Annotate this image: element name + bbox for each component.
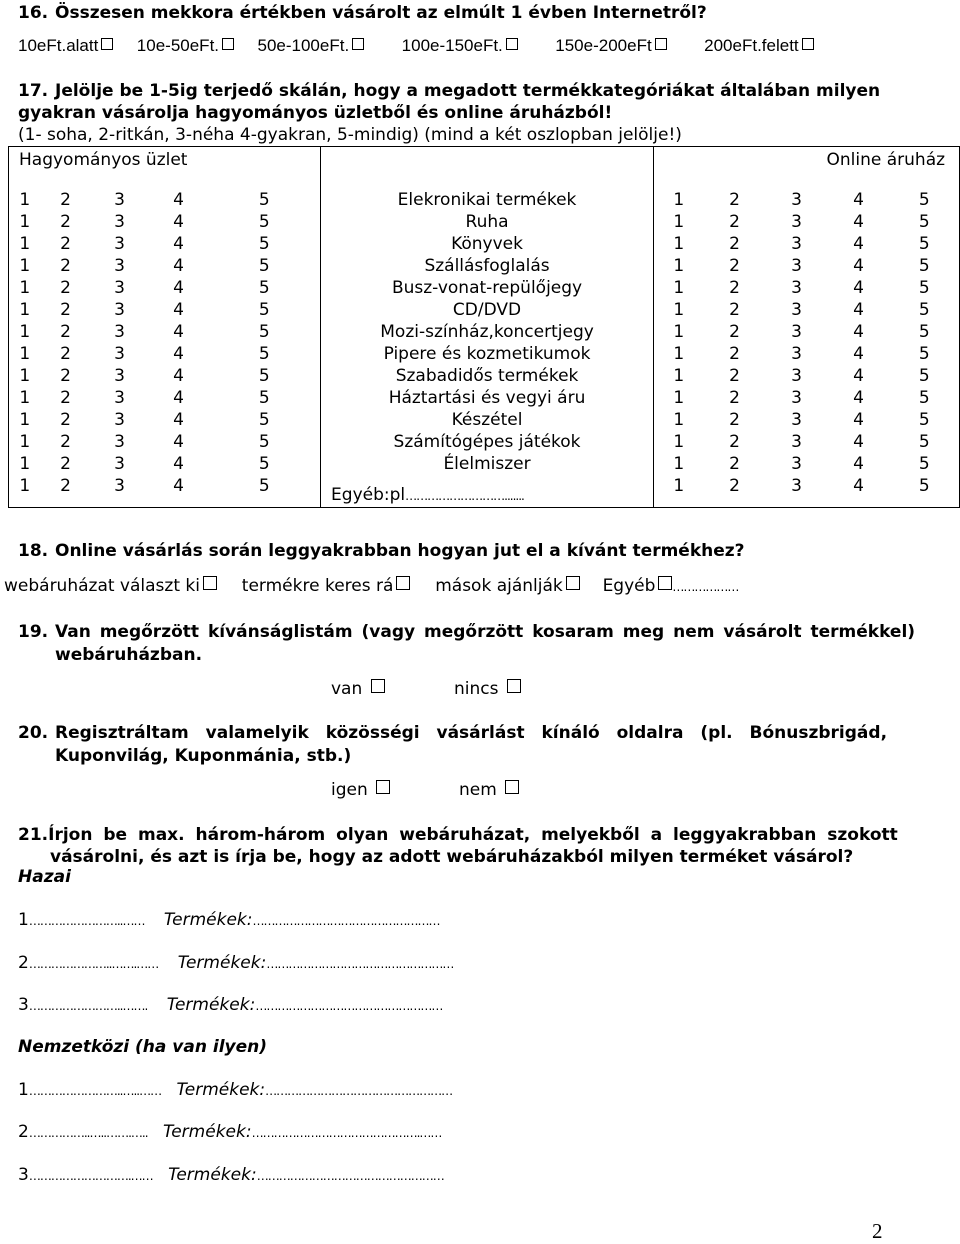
domestic-title: Hazai: [18, 867, 71, 887]
online-scale-3[interactable]: 3: [791, 410, 802, 430]
traditional-scale-5[interactable]: 5: [258, 256, 270, 276]
table-row: [9, 365, 960, 387]
table-header-row: [9, 147, 960, 190]
online-scale-3[interactable]: 3: [791, 300, 802, 320]
traditional-scale-1[interactable]: 1: [9, 343, 41, 365]
table-row: [9, 453, 960, 475]
international-row-1[interactable]: 1……………………..…..…… Termékek:……………………………………………: [18, 1080, 453, 1100]
traditional-scale-1[interactable]: 1: [9, 277, 41, 299]
checkbox-icon[interactable]: [506, 38, 518, 50]
online-scale-5[interactable]: 5: [890, 211, 960, 233]
online-scale-2[interactable]: 2: [729, 322, 740, 342]
traditional-scale-3[interactable]: 3: [114, 212, 125, 232]
traditional-scale-3[interactable]: 3: [114, 190, 125, 210]
traditional-scale-5[interactable]: 5: [258, 366, 270, 386]
online-scale-1[interactable]: 1: [673, 366, 685, 386]
traditional-scale-5[interactable]: 5: [258, 278, 270, 298]
traditional-scale-5[interactable]: 5: [258, 388, 270, 408]
online-scale-3[interactable]: 3: [766, 475, 828, 508]
online-scale-5[interactable]: 5: [890, 409, 960, 431]
online-scale-1[interactable]: 1: [673, 234, 685, 254]
traditional-scale-3[interactable]: 3: [114, 300, 125, 320]
online-scale-4[interactable]: 4: [853, 366, 864, 386]
table-row: [9, 255, 960, 277]
category-label: Számítógépes játékok: [321, 431, 654, 453]
online-scale-4[interactable]: 4: [828, 475, 890, 508]
online-scale-3[interactable]: 3: [791, 344, 802, 364]
traditional-scale-3[interactable]: 3: [114, 278, 125, 298]
online-scale-5[interactable]: 5: [890, 189, 960, 211]
online-scale-5[interactable]: 5: [890, 453, 960, 475]
traditional-scale-1[interactable]: 1: [9, 211, 41, 233]
online-scale-4[interactable]: 4: [853, 234, 864, 254]
online-scale-3[interactable]: 3: [791, 212, 802, 232]
traditional-scale-5[interactable]: 5: [258, 234, 270, 254]
online-scale-2[interactable]: 2: [729, 234, 740, 254]
q16-option[interactable]: 150e-200eFt: [555, 36, 666, 55]
traditional-scale-1[interactable]: 1: [9, 387, 41, 409]
traditional-scale-1[interactable]: 1: [9, 255, 41, 277]
frequency-table: [8, 146, 960, 508]
category-label: Busz-vonat-repülőjegy: [321, 277, 654, 299]
table-row: [9, 431, 960, 453]
q21-question-line2: vásárolni, és azt is írja be, hogy az adott webáruházakból milyen terméket vásárol?: [50, 847, 854, 867]
online-scale-3[interactable]: 3: [791, 388, 802, 408]
q20-question-line2: Kuponvilág, Kuponmánia, stb.): [55, 746, 352, 766]
q16-option[interactable]: 200eFt.felett: [704, 36, 814, 55]
traditional-scale-1[interactable]: 1: [9, 189, 41, 211]
q20-heading: [18, 723, 942, 743]
category-label: Szállásfoglalás: [321, 255, 654, 277]
traditional-scale-4[interactable]: 4: [173, 366, 184, 386]
category-label: CD/DVD: [321, 299, 654, 321]
q17-heading: [18, 81, 880, 101]
traditional-scale-5[interactable]: 5: [258, 344, 270, 364]
online-scale-3[interactable]: 3: [791, 278, 802, 298]
online-scale-5[interactable]: 5: [890, 299, 960, 321]
traditional-scale-2[interactable]: 2: [60, 190, 71, 210]
table-row: [9, 189, 960, 211]
q21-number: 21.: [18, 825, 49, 845]
q19-option-no[interactable]: nincs: [454, 679, 521, 699]
traditional-scale-4[interactable]: 4: [173, 344, 184, 364]
traditional-scale-2[interactable]: 2: [60, 432, 71, 452]
q16-option[interactable]: 10eFt.alatt: [18, 36, 113, 55]
q18-option-other[interactable]: Egyéb ………………: [602, 576, 739, 596]
traditional-scale-4[interactable]: 4: [173, 454, 184, 474]
category-label: Mozi-színház,koncertjegy: [321, 321, 654, 343]
online-scale-1[interactable]: 1: [673, 278, 685, 298]
checkbox-icon[interactable]: [566, 576, 580, 590]
q18-option[interactable]: mások ajánlják: [435, 576, 580, 596]
online-scale-2[interactable]: 2: [704, 475, 766, 508]
other-category-field[interactable]: [321, 475, 654, 508]
online-scale-4[interactable]: 4: [853, 256, 864, 276]
online-scale-2[interactable]: 2: [729, 344, 740, 364]
online-store-header: Online áruház: [654, 147, 960, 190]
online-scale-2[interactable]: 2: [729, 410, 740, 430]
q18-question: Online vásárlás során leggyakrabban hogyan jut el a kívánt termékhez?: [55, 541, 745, 561]
online-scale-2[interactable]: 2: [729, 300, 740, 320]
online-scale-3[interactable]: 3: [791, 322, 802, 342]
q21-heading: [18, 825, 898, 845]
checkbox-icon[interactable]: [505, 780, 519, 794]
traditional-scale-3[interactable]: 3: [114, 344, 125, 364]
checkbox-icon[interactable]: [376, 780, 390, 794]
online-scale-1[interactable]: 1: [673, 344, 685, 364]
checkbox-icon[interactable]: [658, 576, 672, 590]
traditional-scale-1[interactable]: 1: [9, 321, 41, 343]
q16-number: 16.: [18, 3, 49, 23]
online-scale-4[interactable]: 4: [853, 344, 864, 364]
online-scale-2[interactable]: 2: [729, 212, 740, 232]
online-scale-1[interactable]: 1: [673, 322, 685, 342]
table-row: [9, 321, 960, 343]
checkbox-icon[interactable]: [203, 576, 217, 590]
q20-option-no[interactable]: nem: [459, 780, 519, 800]
online-scale-3[interactable]: 3: [791, 256, 802, 276]
traditional-scale-3[interactable]: 3: [114, 322, 125, 342]
traditional-scale-5[interactable]: 5: [258, 300, 270, 320]
online-scale-2[interactable]: 2: [729, 190, 740, 210]
online-scale-5[interactable]: 5: [890, 365, 960, 387]
q16-question: Összesen mekkora értékben vásárolt az elmúlt 1 évben Internetről?: [55, 3, 707, 23]
traditional-scale-2[interactable]: 2: [41, 475, 91, 508]
traditional-scale-1[interactable]: 1: [9, 453, 41, 475]
online-scale-4[interactable]: 4: [853, 454, 864, 474]
traditional-scale-4[interactable]: 4: [173, 322, 184, 342]
traditional-scale-1[interactable]: 1: [9, 233, 41, 255]
q19-question-line2: webáruházban.: [55, 645, 203, 665]
checkbox-icon[interactable]: [802, 38, 814, 50]
online-scale-1[interactable]: 1: [673, 190, 685, 210]
traditional-scale-1[interactable]: 1: [9, 475, 41, 508]
online-scale-2[interactable]: 2: [729, 278, 740, 298]
traditional-scale-5[interactable]: 5: [258, 212, 270, 232]
online-scale-4[interactable]: 4: [853, 212, 864, 232]
traditional-scale-2[interactable]: 2: [60, 410, 71, 430]
traditional-scale-2[interactable]: 2: [60, 454, 71, 474]
online-scale-4[interactable]: 4: [853, 300, 864, 320]
online-scale-3[interactable]: 3: [791, 190, 802, 210]
category-label: Ruha: [321, 211, 654, 233]
online-scale-1[interactable]: 1: [654, 475, 704, 508]
online-scale-2[interactable]: 2: [729, 388, 740, 408]
online-scale-5[interactable]: 5: [890, 343, 960, 365]
online-scale-3[interactable]: 3: [791, 234, 802, 254]
online-scale-1[interactable]: 1: [673, 454, 685, 474]
q19-question-line1: Van megőrzött kívánságlistám (vagy megőrzött kosaram meg nem vásárolt termékkel): [55, 622, 916, 642]
q16-options: [18, 36, 814, 56]
other-dots: ……………………….......: [405, 489, 524, 503]
traditional-scale-4[interactable]: 4: [173, 432, 184, 452]
q19-number: 19.: [18, 622, 49, 642]
q17-instruction: (1- soha, 2-ritkán, 3-néha 4-gyakran, 5-mindig) (mind a két oszlopban jelölje!): [18, 125, 682, 145]
traditional-scale-2[interactable]: 2: [60, 234, 71, 254]
q18-option[interactable]: termékre keres rá: [242, 576, 411, 596]
traditional-scale-5[interactable]: 5: [209, 475, 321, 508]
q18-option[interactable]: webáruházat választ ki: [4, 576, 217, 596]
q16-option[interactable]: 10e-50eFt.: [137, 36, 234, 55]
traditional-scale-3[interactable]: 3: [114, 410, 125, 430]
traditional-scale-3[interactable]: 3: [91, 475, 149, 508]
other-label: Egyéb:pl: [331, 485, 406, 505]
q16-heading: [18, 3, 707, 23]
traditional-scale-5[interactable]: 5: [258, 322, 270, 342]
q20-option-yes[interactable]: igen: [331, 780, 390, 800]
category-label: Elekronikai termékek: [321, 189, 654, 211]
traditional-scale-4[interactable]: 4: [149, 475, 209, 508]
traditional-scale-2[interactable]: 2: [60, 322, 71, 342]
table-row: [9, 299, 960, 321]
online-scale-2[interactable]: 2: [729, 256, 740, 276]
traditional-scale-4[interactable]: 4: [173, 234, 184, 254]
traditional-scale-3[interactable]: 3: [114, 388, 125, 408]
category-label: Szabadidős termékek: [321, 365, 654, 387]
q17-question-line1: Jelölje be 1-5ig terjedő skálán, hogy a megadott termékkategóriákat általában milyen: [55, 81, 881, 101]
traditional-scale-3[interactable]: 3: [114, 234, 125, 254]
traditional-scale-2[interactable]: 2: [60, 388, 71, 408]
q20-number: 20.: [18, 723, 49, 743]
online-scale-1[interactable]: 1: [673, 256, 685, 276]
table-row-other: [9, 475, 960, 508]
online-scale-5[interactable]: 5: [890, 387, 960, 409]
q17-question-line2: gyakran vásárolja hagyományos üzletből és online áruházból!: [18, 103, 613, 123]
traditional-scale-4[interactable]: 4: [173, 300, 184, 320]
q20-question-line1: Regisztráltam valamelyik közösségi vásárlást kínáló oldalra (pl. Bónuszbrigád,: [55, 723, 888, 743]
traditional-scale-3[interactable]: 3: [114, 366, 125, 386]
q16-option[interactable]: 100e-150eFt.: [402, 36, 518, 55]
table-row: [9, 409, 960, 431]
domestic-row-1[interactable]: 1……………………..…… Termékek:……………………………………………: [18, 910, 440, 930]
online-scale-5[interactable]: 5: [890, 255, 960, 277]
international-title: Nemzetközi (ha van ilyen): [18, 1037, 268, 1057]
traditional-scale-5[interactable]: 5: [258, 410, 270, 430]
traditional-scale-5[interactable]: 5: [258, 454, 270, 474]
table-row: [9, 233, 960, 255]
table-row: [9, 277, 960, 299]
traditional-scale-4[interactable]: 4: [173, 212, 184, 232]
online-scale-5[interactable]: 5: [890, 233, 960, 255]
online-scale-4[interactable]: 4: [853, 278, 864, 298]
online-scale-4[interactable]: 4: [853, 388, 864, 408]
traditional-scale-1[interactable]: 1: [9, 409, 41, 431]
traditional-scale-5[interactable]: 5: [258, 190, 270, 210]
page-number: 2: [872, 1219, 883, 1243]
traditional-scale-4[interactable]: 4: [173, 190, 184, 210]
q18-number: 18.: [18, 541, 49, 561]
traditional-scale-5[interactable]: 5: [258, 432, 270, 452]
international-row-2[interactable]: 2……………..…..…….….. Termékek:……………………………………….……: [18, 1122, 442, 1142]
traditional-scale-4[interactable]: 4: [173, 256, 184, 276]
q16-option[interactable]: 50e-100eFt.: [258, 36, 365, 55]
checkbox-icon[interactable]: [101, 38, 113, 50]
online-scale-3[interactable]: 3: [791, 432, 802, 452]
category-label: Pipere és kozmetikumok: [321, 343, 654, 365]
online-scale-3[interactable]: 3: [791, 454, 802, 474]
domestic-row-3[interactable]: 3……………………..……. Termékek:……………………………………………: [18, 995, 443, 1015]
online-scale-1[interactable]: 1: [673, 300, 685, 320]
online-scale-1[interactable]: 1: [673, 432, 685, 452]
traditional-scale-3[interactable]: 3: [114, 454, 125, 474]
checkbox-icon[interactable]: [396, 576, 410, 590]
category-label: Könyvek: [321, 233, 654, 255]
checkbox-icon[interactable]: [371, 679, 385, 693]
online-scale-5[interactable]: 5: [890, 321, 960, 343]
traditional-scale-3[interactable]: 3: [114, 256, 125, 276]
online-scale-1[interactable]: 1: [673, 212, 685, 232]
checkbox-icon[interactable]: [507, 679, 521, 693]
checkbox-icon[interactable]: [655, 38, 667, 50]
traditional-scale-2[interactable]: 2: [60, 344, 71, 364]
traditional-scale-2[interactable]: 2: [60, 300, 71, 320]
table-row: [9, 343, 960, 365]
traditional-scale-3[interactable]: 3: [114, 432, 125, 452]
q19-heading: [18, 622, 942, 642]
traditional-scale-2[interactable]: 2: [60, 278, 71, 298]
online-scale-2[interactable]: 2: [729, 366, 740, 386]
traditional-scale-4[interactable]: 4: [173, 278, 184, 298]
online-scale-5[interactable]: 5: [890, 277, 960, 299]
category-label: Készétel: [321, 409, 654, 431]
checkbox-icon[interactable]: [352, 38, 364, 50]
traditional-scale-4[interactable]: 4: [173, 410, 184, 430]
traditional-scale-2[interactable]: 2: [60, 212, 71, 232]
q18-options: [4, 576, 738, 596]
traditional-scale-1[interactable]: 1: [9, 365, 41, 387]
online-scale-2[interactable]: 2: [729, 432, 740, 452]
online-scale-1[interactable]: 1: [673, 388, 685, 408]
online-scale-2[interactable]: 2: [729, 454, 740, 474]
traditional-scale-1[interactable]: 1: [9, 431, 41, 453]
category-label: Élelmiszer: [321, 453, 654, 475]
online-scale-5[interactable]: 5: [890, 475, 960, 508]
q21-question-line1: Írjon be max. három-három olyan webáruházat, melyekből a leggyakrabban szokott: [48, 825, 898, 845]
domestic-row-2[interactable]: 2…………………..…….…… Termékek:……………………………………………: [18, 953, 454, 973]
online-scale-4[interactable]: 4: [853, 322, 864, 342]
q19-option-yes[interactable]: van: [331, 679, 385, 699]
table-row: [9, 211, 960, 233]
q17-number: 17.: [18, 81, 49, 101]
traditional-scale-2[interactable]: 2: [60, 366, 71, 386]
online-scale-4[interactable]: 4: [853, 432, 864, 452]
online-scale-4[interactable]: 4: [853, 190, 864, 210]
traditional-scale-2[interactable]: 2: [60, 256, 71, 276]
category-label: Háztartási és vegyi áru: [321, 387, 654, 409]
traditional-store-header: Hagyományos üzlet: [9, 147, 321, 190]
online-scale-4[interactable]: 4: [853, 410, 864, 430]
international-row-3[interactable]: 3……………………….…… Termékek:……………………………………………: [18, 1165, 444, 1185]
traditional-scale-4[interactable]: 4: [173, 388, 184, 408]
traditional-scale-1[interactable]: 1: [9, 299, 41, 321]
checkbox-icon[interactable]: [222, 38, 234, 50]
online-scale-3[interactable]: 3: [791, 366, 802, 386]
online-scale-1[interactable]: 1: [673, 410, 685, 430]
q18-heading: [18, 541, 745, 561]
online-scale-5[interactable]: 5: [890, 431, 960, 453]
table-row: [9, 387, 960, 409]
